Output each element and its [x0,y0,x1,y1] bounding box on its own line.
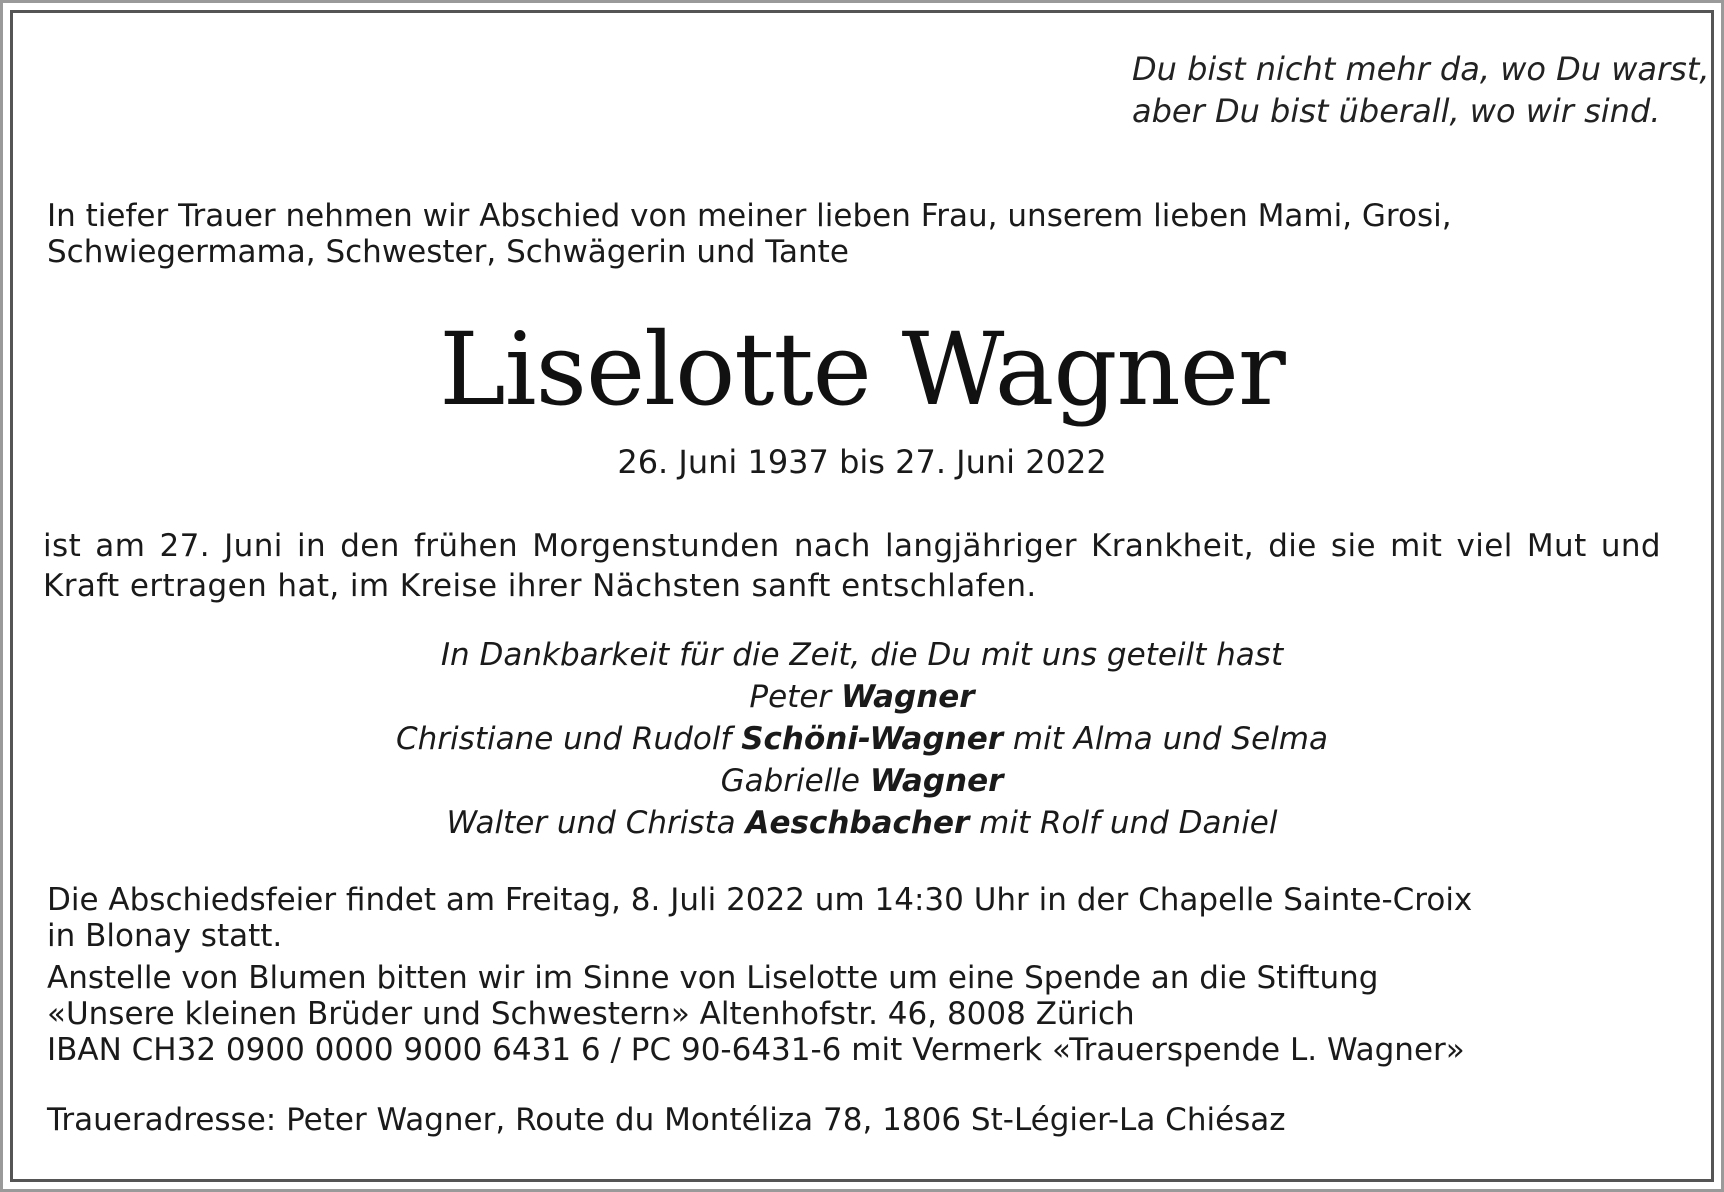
mourner-extra: mit Rolf und Daniel [969,805,1278,841]
mourner-surname: Schöni-Wagner [741,721,1004,757]
donation-line-3: IBAN CH32 0900 0000 9000 6431 6 / PC 90-6431-6 mit Vermerk «Trauerspende L. Wagner» [47,1032,1465,1068]
intro-line-2: Schwiegermama, Schwester, Schwägerin und Tante [47,234,849,270]
ceremony-info [47,882,1472,954]
ceremony-line-1: Die Abschiedsfeier findet am Freitag, 8. Juli 2022 um 14:30 Uhr in der Chapelle Sainte-Croix [47,882,1473,918]
intro-paragraph [47,198,1452,270]
mourner-entry [0,760,1724,802]
mourner-given: Walter und Christa [446,805,746,841]
gratitude-line: In Dankbarkeit für die Zeit, die Du mit uns geteilt hast [440,637,1284,673]
intro-line-1: In tiefer Trauer nehmen wir Abschied von meiner lieben Frau, unserem lieben Mami, Grosi, [47,198,1452,234]
life-dates: 26. Juni 1937 bis 27. Juni 2022 [617,443,1107,481]
mourner-entry [0,802,1724,844]
deceased-name: Liselotte Wagner [439,311,1285,428]
mourner-surname: Aeschbacher [745,805,970,841]
mourner-extra: mit Alma und Selma [1003,721,1328,757]
mourner-given: Gabrielle [720,763,870,799]
donation-line-2: «Unsere kleinen Brüder und Schwestern» Altenhofstr. 46, 8008 Zürich [47,996,1135,1032]
mourners-block [0,634,1724,844]
mourning-address: Traueradresse: Peter Wagner, Route du Montéliza 78, 1806 St-Légier-La Chiésaz [47,1102,1286,1138]
mourner-entry [0,718,1724,760]
mourner-surname: Wagner [841,679,975,715]
mourner-surname: Wagner [869,763,1004,799]
announcement-text: ist am 27. Juni in den frühen Morgenstunden nach langjähriger Krankheit, die sie mit viel Mut und Kraft ertragen hat, im Kreise ihrer Nächsten sanft entschlafen. [43,528,1661,604]
motto-line-1: Du bist nicht mehr da, wo Du warst, [1132,50,1710,88]
mourner-given: Peter [749,679,841,715]
motto-quote [1132,48,1710,132]
ceremony-line-2: in Blonay statt. [47,918,283,954]
mourner-entry [0,676,1724,718]
mourner-given: Christiane und Rudolf [396,721,742,757]
donation-line-1: Anstelle von Blumen bitten wir im Sinne von Liselotte um eine Spende an die Stiftung [47,960,1379,996]
donation-info [47,960,1465,1068]
motto-line-2: aber Du bist überall, wo wir sind. [1132,92,1661,130]
